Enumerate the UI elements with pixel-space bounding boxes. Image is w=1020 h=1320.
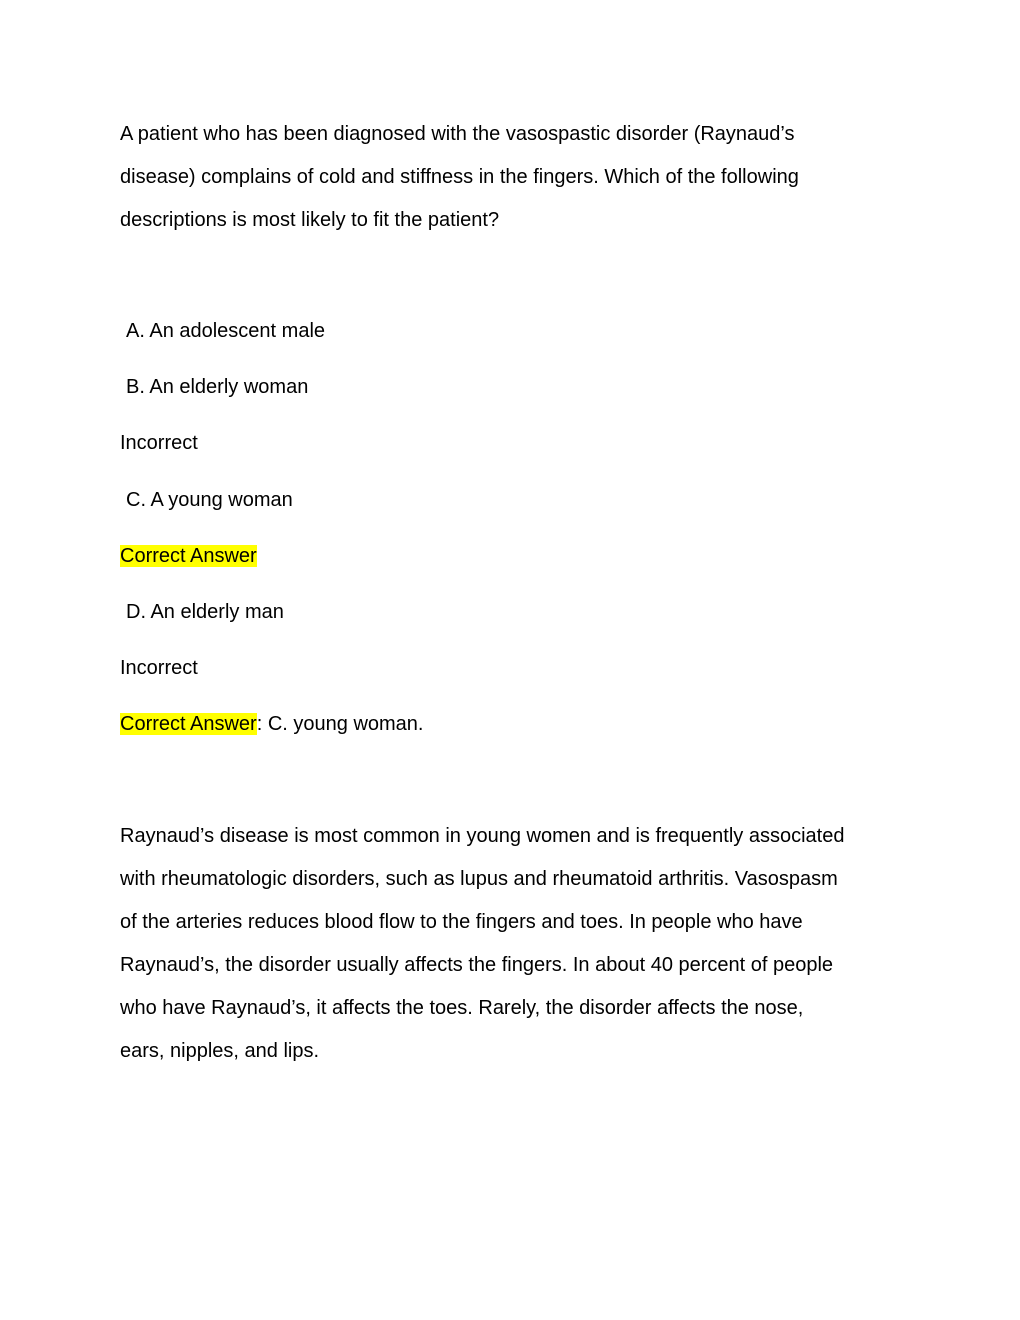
explanation-line: Raynaud’s disease is most common in young women and is frequently associated: [120, 825, 845, 847]
option-d-feedback: Incorrect: [120, 657, 198, 679]
question-line: disease) complains of cold and stiffness in the fingers. Which of the following: [120, 166, 799, 188]
option-c-feedback-row: [120, 544, 257, 568]
explanation-text: [120, 824, 844, 1082]
answer-label: Correct Answer: [120, 713, 257, 735]
explanation-line: who have Raynaud’s, it affects the toes. Rarely, the disorder affects the nose,: [120, 997, 804, 1019]
explanation-line: with rheumatologic disorders, such as lupus and rheumatoid arthritis. Vasospasm: [120, 868, 838, 890]
option-b: B. An elderly woman: [126, 376, 309, 398]
option-c-feedback: Correct Answer: [120, 545, 257, 567]
question-text: [120, 122, 799, 251]
option-c: C. A young woman: [126, 489, 293, 511]
option-b-feedback: Incorrect: [120, 432, 198, 454]
explanation-line: of the arteries reduces blood flow to the fingers and toes. In people who have: [120, 911, 803, 933]
question-line: A patient who has been diagnosed with the vasospastic disorder (Raynaud’s: [120, 123, 795, 145]
answer-line: [120, 712, 423, 736]
option-d: D. An elderly man: [126, 601, 284, 623]
option-a: A. An adolescent male: [126, 320, 326, 342]
explanation-line: Raynaud’s, the disorder usually affects the fingers. In about 40 percent of people: [120, 954, 834, 976]
question-line: descriptions is most likely to fit the patient?: [120, 209, 500, 231]
answer-text: : C. young woman.: [256, 713, 424, 735]
explanation-line: ears, nipples, and lips.: [120, 1040, 320, 1062]
